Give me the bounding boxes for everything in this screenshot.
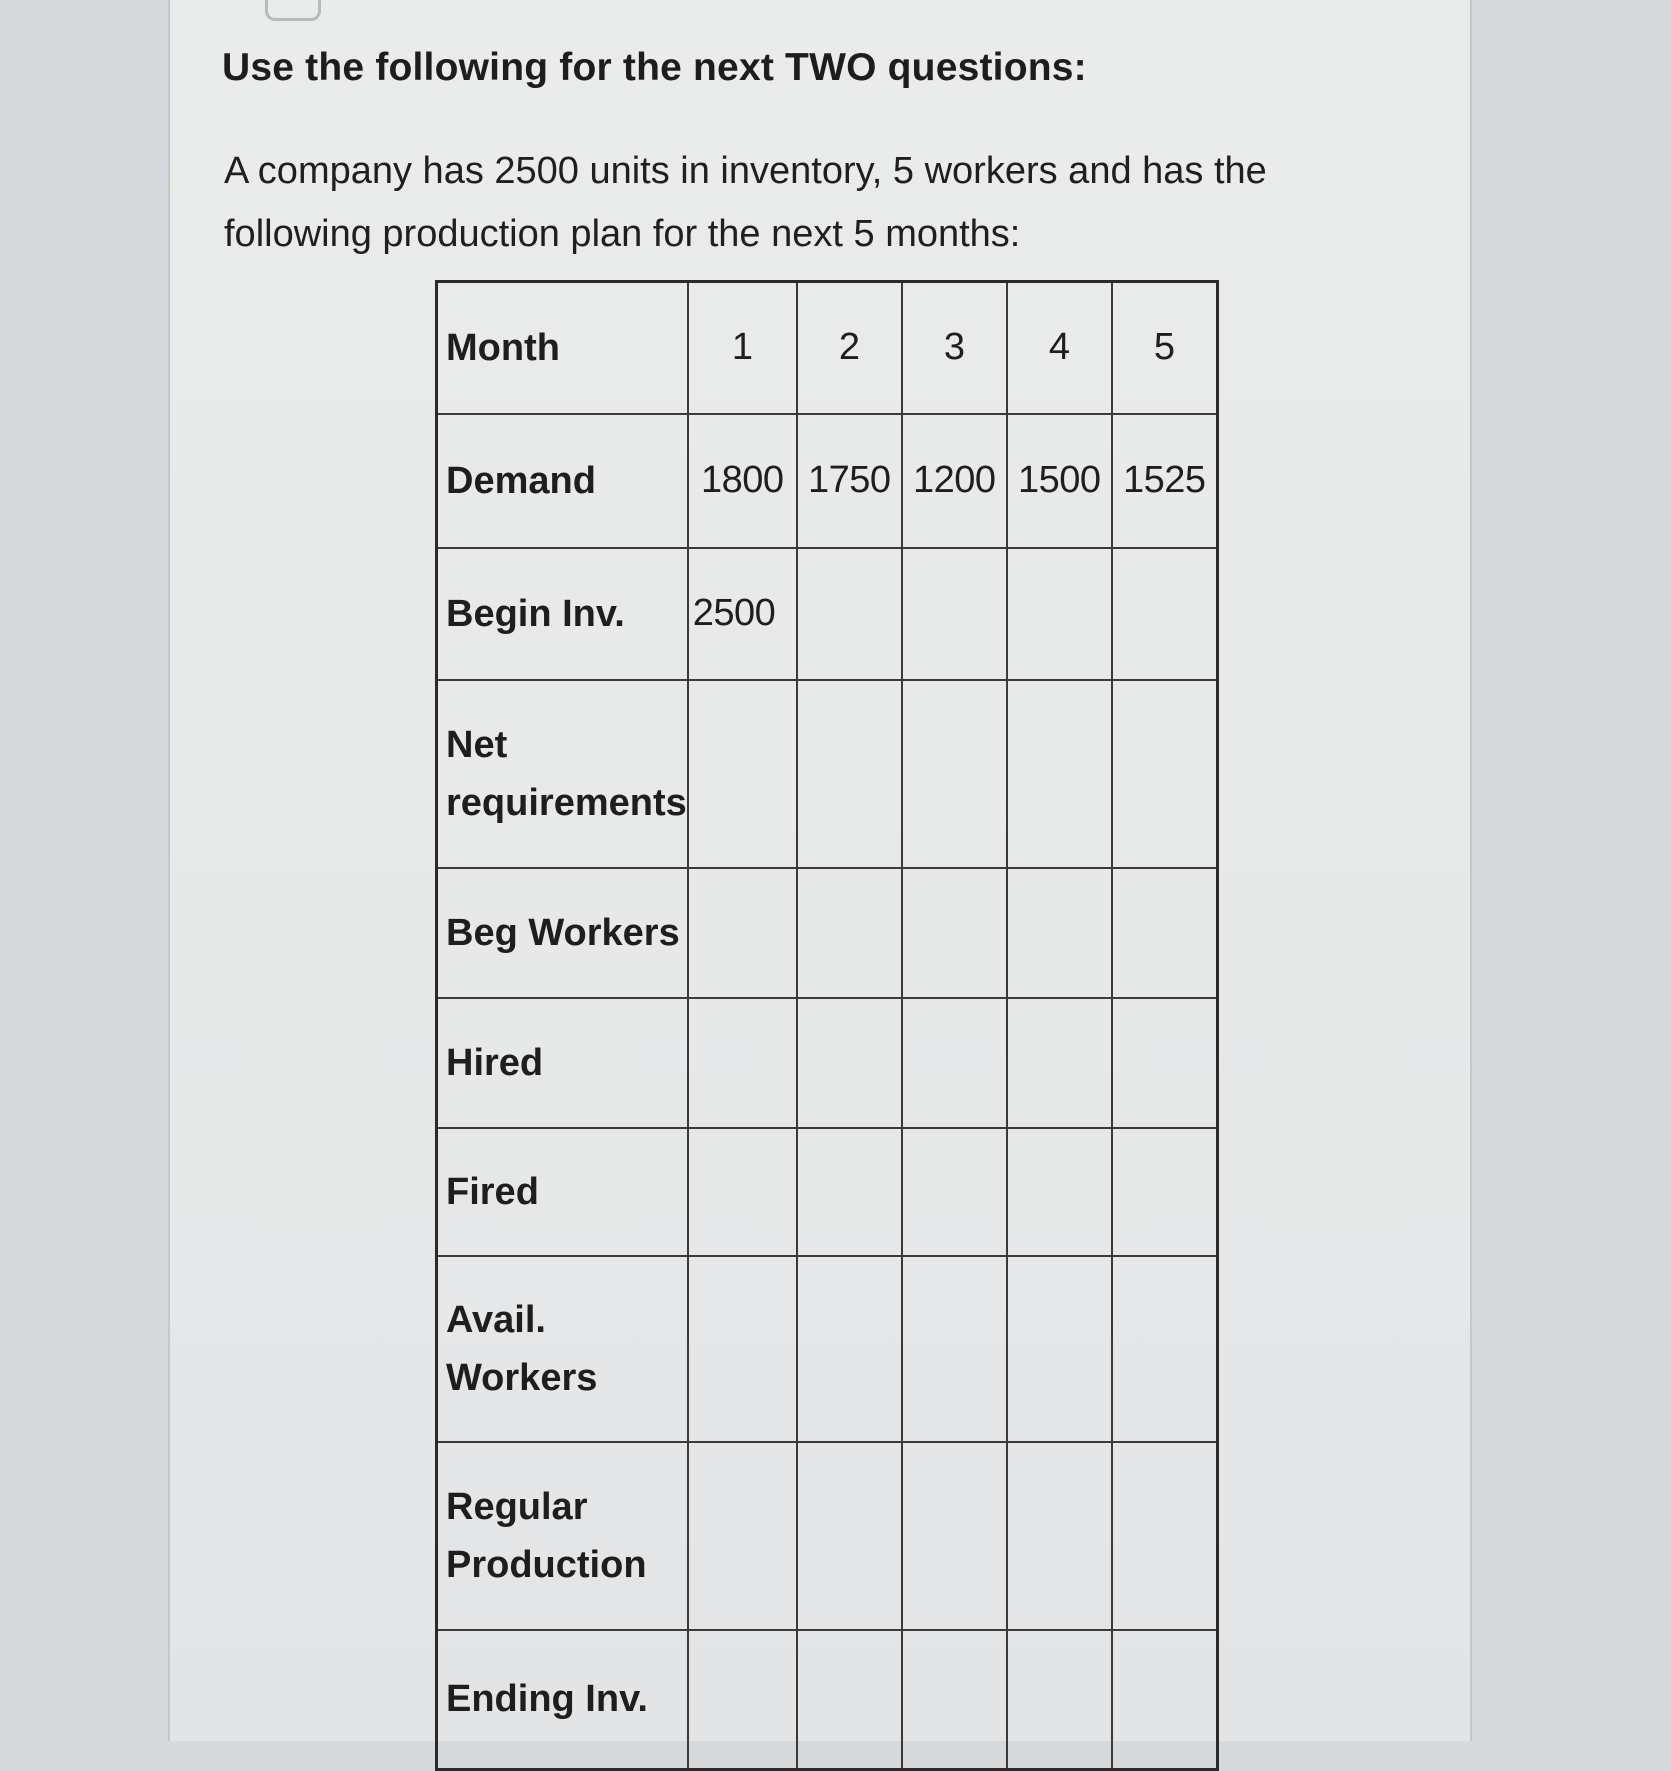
table-row-beg-workers xyxy=(437,868,1218,998)
avail-workers-month-5 xyxy=(1112,1256,1218,1442)
month-header-2: 2 xyxy=(797,282,902,414)
row-label-regular-production: Regular Production xyxy=(437,1442,688,1630)
net-req-month-2 xyxy=(797,680,902,868)
row-label-net-requirements: Net requirements xyxy=(437,680,688,868)
table-row-fired xyxy=(437,1128,1218,1256)
beg-workers-month-3 xyxy=(902,868,1007,998)
fired-month-3 xyxy=(902,1128,1007,1256)
net-req-month-4 xyxy=(1007,680,1112,868)
beg-workers-month-5 xyxy=(1112,868,1218,998)
month-header-1: 1 xyxy=(688,282,797,414)
month-header-3: 3 xyxy=(902,282,1007,414)
avail-workers-month-4 xyxy=(1007,1256,1112,1442)
hired-month-4 xyxy=(1007,998,1112,1128)
reg-prod-month-5 xyxy=(1112,1442,1218,1630)
table-row-begin-inv xyxy=(437,548,1218,680)
ending-inv-month-3 xyxy=(902,1630,1007,1770)
begin-inv-month-5 xyxy=(1112,548,1218,680)
reg-prod-month-2 xyxy=(797,1442,902,1630)
avail-workers-month-2 xyxy=(797,1256,902,1442)
beg-workers-month-2 xyxy=(797,868,902,998)
net-req-month-1 xyxy=(688,680,797,868)
beg-workers-month-4 xyxy=(1007,868,1112,998)
ending-inv-month-4 xyxy=(1007,1630,1112,1770)
ending-inv-month-5 xyxy=(1112,1630,1218,1770)
demand-month-1: 1800 xyxy=(688,414,797,548)
hired-month-5 xyxy=(1112,998,1218,1128)
row-label-fired: Fired xyxy=(437,1128,688,1256)
row-label-begin-inv: Begin Inv. xyxy=(437,548,688,680)
problem-statement: A company has 2500 units in inventory, 5 workers and has the following production plan for the next 5 months: xyxy=(224,150,1267,255)
hired-month-3 xyxy=(902,998,1007,1128)
begin-inv-month-2 xyxy=(797,548,902,680)
page-corner-mark xyxy=(265,0,321,21)
fired-month-5 xyxy=(1112,1128,1218,1256)
row-label-beg-workers: Beg Workers xyxy=(437,868,688,998)
row-label-hired: Hired xyxy=(437,998,688,1128)
begin-inv-month-4 xyxy=(1007,548,1112,680)
demand-month-5: 1525 xyxy=(1112,414,1218,548)
fired-month-1 xyxy=(688,1128,797,1256)
demand-month-2: 1750 xyxy=(797,414,902,548)
table-row-net-requirements xyxy=(437,680,1218,868)
row-label-ending-inv: Ending Inv. xyxy=(437,1630,688,1770)
hired-month-1 xyxy=(688,998,797,1128)
ending-inv-month-1 xyxy=(688,1630,797,1770)
month-header-4: 4 xyxy=(1007,282,1112,414)
net-req-month-3 xyxy=(902,680,1007,868)
fired-month-2 xyxy=(797,1128,902,1256)
begin-inv-month-1: 2500 xyxy=(688,548,797,680)
table-row-hired xyxy=(437,998,1218,1128)
net-req-month-5 xyxy=(1112,680,1218,868)
beg-workers-month-1 xyxy=(688,868,797,998)
table-row-month xyxy=(437,282,1218,414)
fired-month-4 xyxy=(1007,1128,1112,1256)
row-label-demand: Demand xyxy=(437,414,688,548)
reg-prod-month-4 xyxy=(1007,1442,1112,1630)
demand-month-4: 1500 xyxy=(1007,414,1112,548)
reg-prod-month-1 xyxy=(688,1442,797,1630)
table-row-demand xyxy=(437,414,1218,548)
ending-inv-month-2 xyxy=(797,1630,902,1770)
production-plan-table xyxy=(435,280,1219,1771)
avail-workers-month-1 xyxy=(688,1256,797,1442)
table-row-regular-production xyxy=(437,1442,1218,1630)
demand-month-3: 1200 xyxy=(902,414,1007,548)
row-label-month: Month xyxy=(437,282,688,414)
row-label-avail-workers: Avail. Workers xyxy=(437,1256,688,1442)
hired-month-2 xyxy=(797,998,902,1128)
table-row-avail-workers xyxy=(437,1256,1218,1442)
question-heading: Use the following for the next TWO questions: xyxy=(222,46,1087,89)
month-header-5: 5 xyxy=(1112,282,1218,414)
begin-inv-month-3 xyxy=(902,548,1007,680)
table-row-ending-inv xyxy=(437,1630,1218,1770)
avail-workers-month-3 xyxy=(902,1256,1007,1442)
reg-prod-month-3 xyxy=(902,1442,1007,1630)
